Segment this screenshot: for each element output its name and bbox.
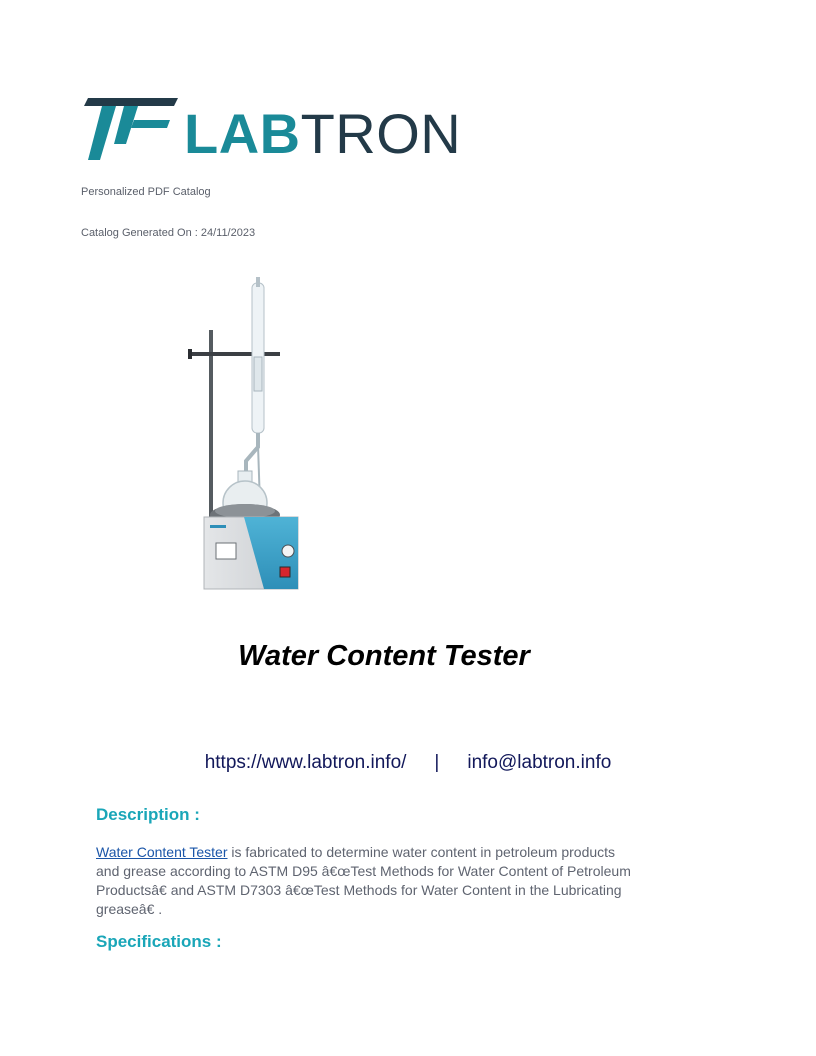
website-link[interactable]: https://www.labtron.info/ <box>204 752 407 773</box>
logo-word-tron: TRON <box>300 102 462 165</box>
product-link[interactable]: Water Content Tester <box>96 844 228 860</box>
contact-separator: | <box>434 752 440 773</box>
specifications-heading: Specifications : <box>96 932 222 951</box>
logo-word-lab: LAB <box>184 102 301 165</box>
product-title: Water Content Tester <box>238 640 530 672</box>
labtron-emblem-icon <box>82 96 182 162</box>
description-text <box>96 843 636 919</box>
catalog-date: Catalog Generated On : 24/11/2023 <box>81 227 256 239</box>
description-body: is fabricated to determine water content in petroleum products and grease according to ASTM D95 â€œTest Methods for Water Content of Petroleum Productsâ€ and ASTM D7303 â€œTest Methods for Water Content in the Lubricating greaseâ€ . <box>96 844 631 917</box>
water-content-tester-image <box>180 275 320 595</box>
labtron-logo <box>82 96 462 165</box>
contact-line <box>0 752 816 774</box>
email-link[interactable]: info@labtron.info <box>467 752 612 773</box>
logo-wordmark <box>184 102 462 165</box>
description-heading: Description : <box>96 805 200 824</box>
catalog-label: Personalized PDF Catalog <box>81 186 211 198</box>
